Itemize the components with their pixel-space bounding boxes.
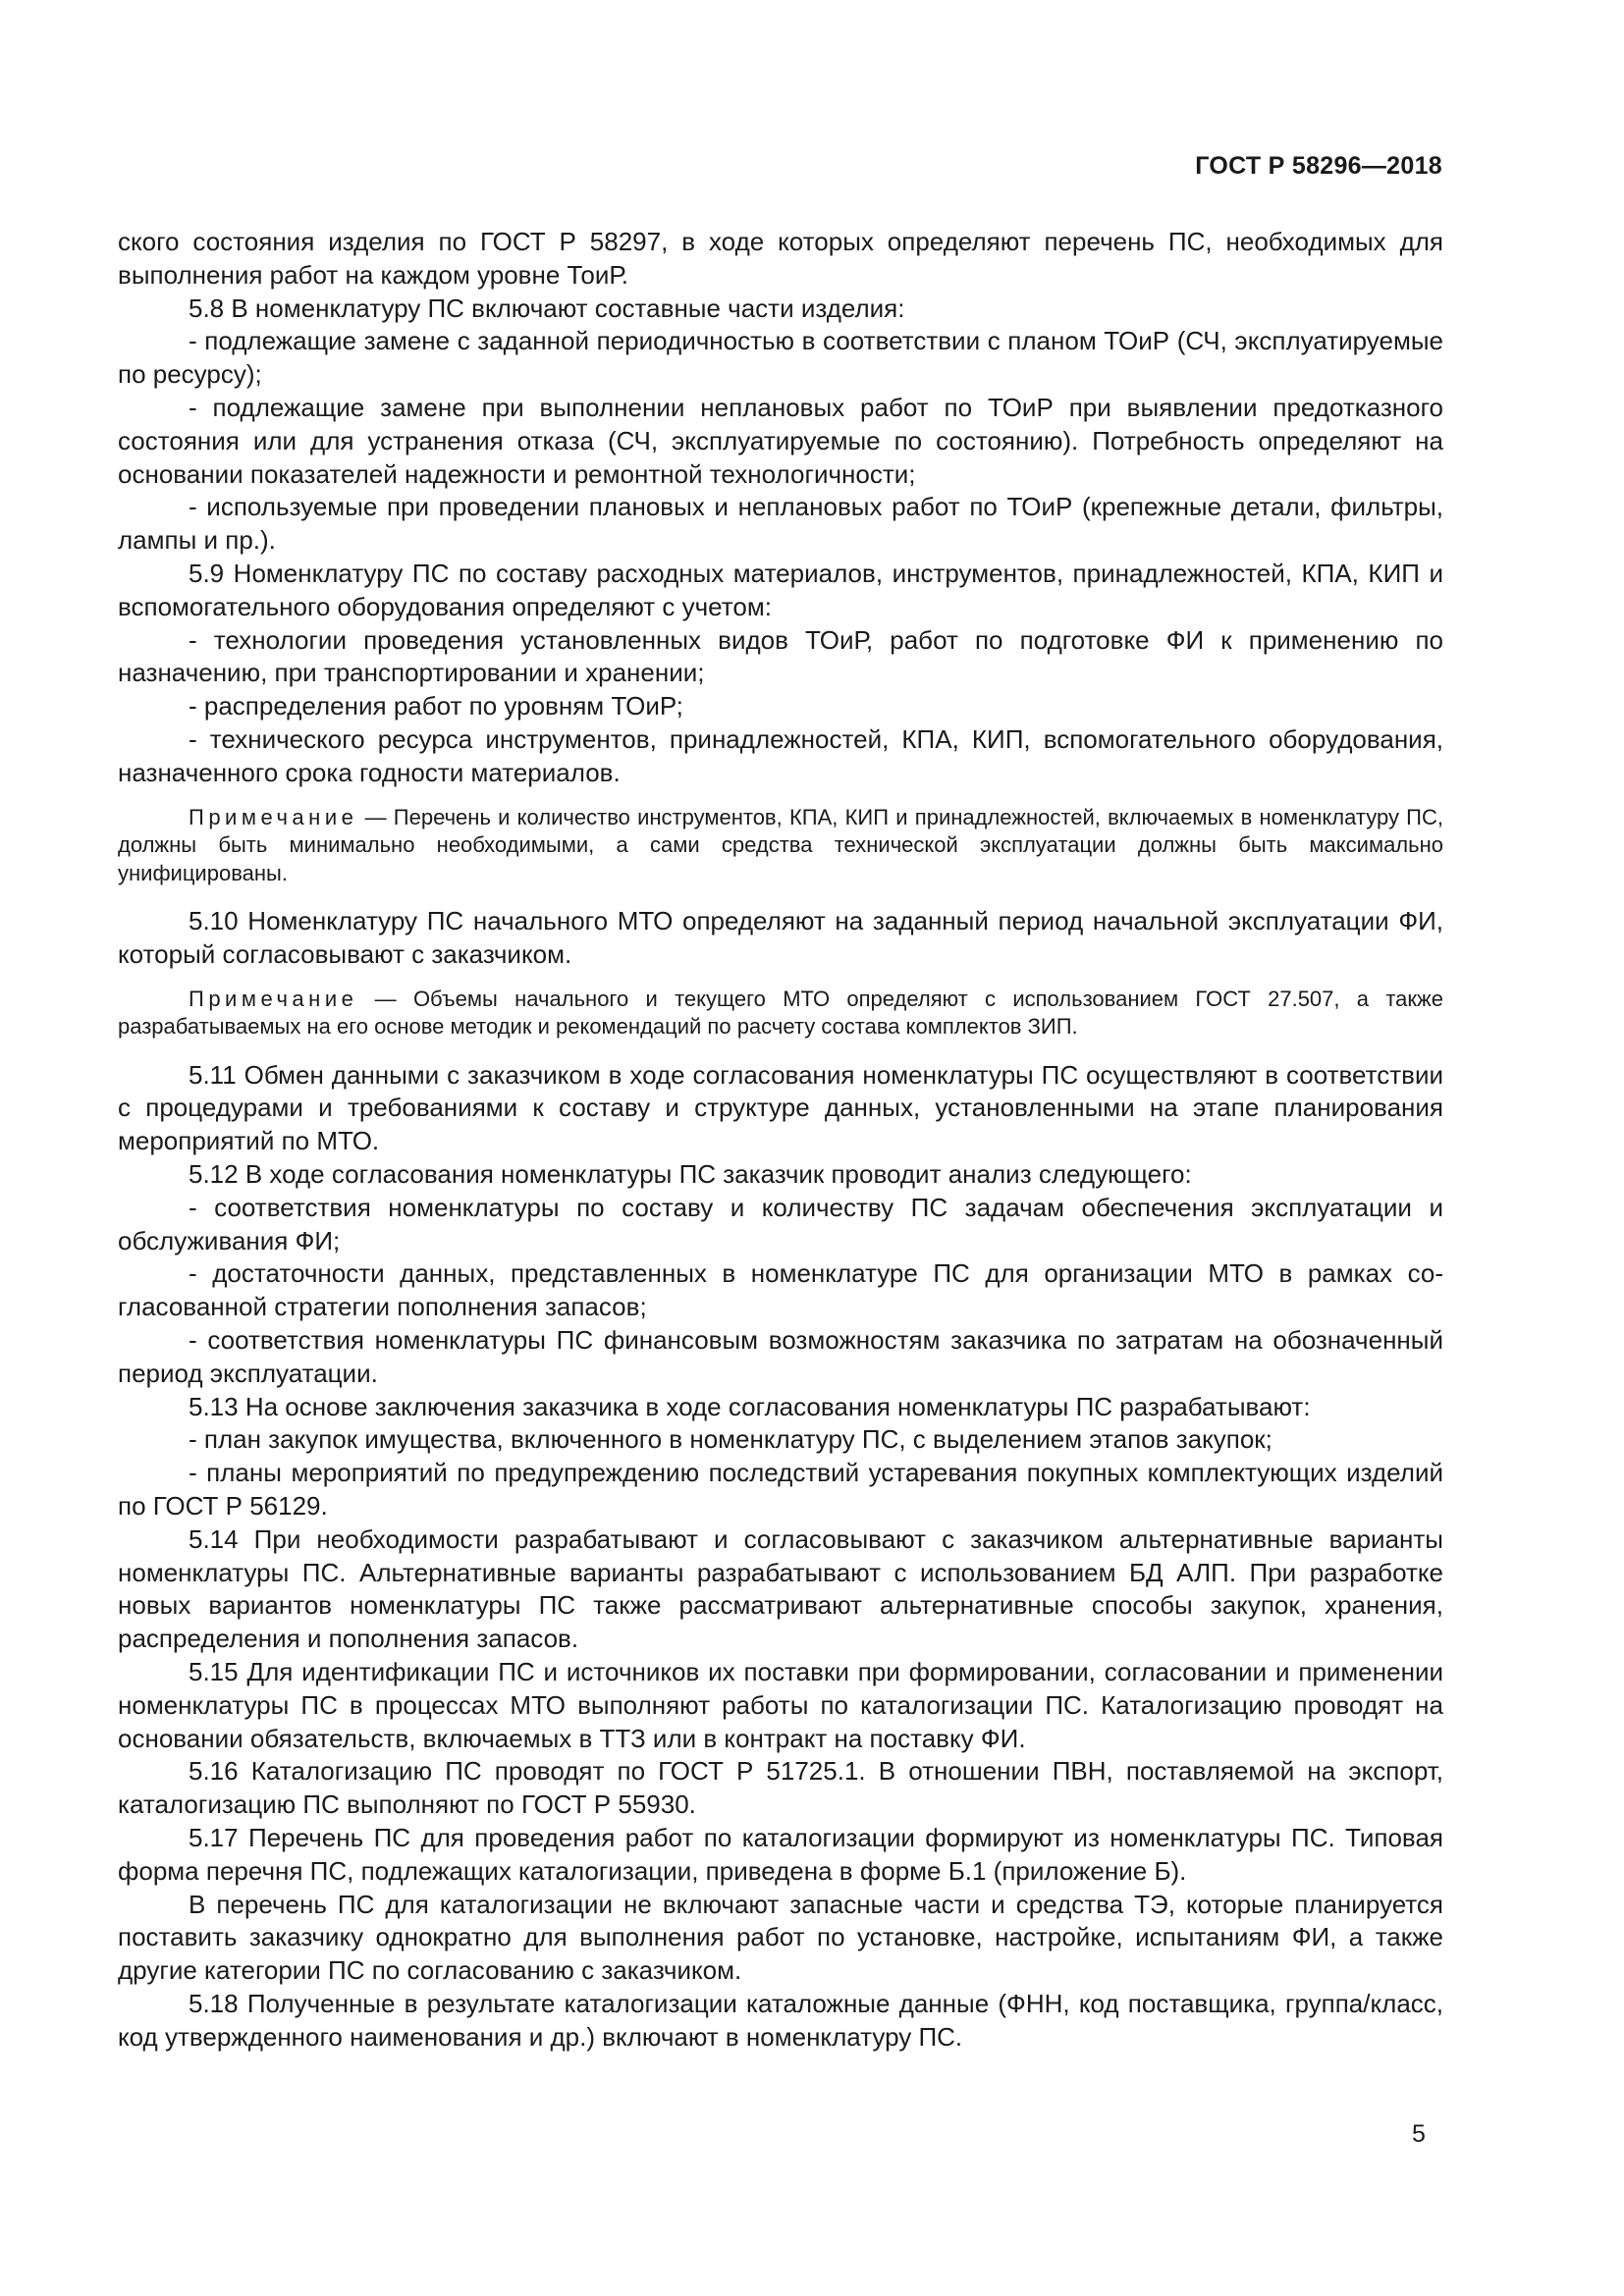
note-text: — Объемы начального и текущего МТО определяют с использованием ГОСТ 27.507, а также разрабатываемых на его основе методик и рекомендаций по расчету состава комплектов ЗИП. [118, 986, 1443, 1040]
list-item: - технологии проведения установленных видов ТОиР, работ по подготовке ФИ к применению по назначению, при транспортировании и хранении; [118, 624, 1443, 688]
body-paragraph: В перечень ПС для каталогизации не включают запасные части и средства ТЭ, которые планируется поставить заказчику однократно для выполнения работ по установке, настройке, испытаниям ФИ, а также другие категории ПС по согласованию с заказчиком. [118, 1889, 1443, 1986]
body-paragraph: 5.10 Номенклатуру ПС начального МТО определяют на заданный период начальной эксплуатации ФИ, который согласовывают с заказчиком. [118, 906, 1443, 969]
list-item: - соответствия номенклатуры по составу и количеству ПС задачам обеспечения эксплуатации и обслуживания ФИ; [118, 1192, 1443, 1255]
list-item: - подлежащие замене с заданной периодичностью в соответствии с планом ТОиР (СЧ, эксплуатируемые по ресурсу); [118, 326, 1443, 390]
list-item: - технического ресурса инструментов, принадлежностей, КПА, КИП, вспомогательного оборудования, назначенного срока годности материалов. [118, 723, 1443, 787]
body-paragraph: 5.18 Полученные в результате каталогизации каталожные данные (ФНН, код поставщика, группа/класс, код утвержденного наименования и др.) включают в номенклатуру ПС. [118, 1988, 1443, 2052]
page-number: 5 [1412, 2120, 1426, 2148]
body-paragraph: 5.8 В номенклатуру ПС включают составные части изделия: [189, 293, 905, 323]
body-paragraph: 5.14 При необходимости разрабатывают и согласовывают с заказчиком альтернативные варианты номенклатуры ПС. Альтернативные варианты разрабатывают с использованием БД АЛП. При разработке новых вариантов номенклатуры ПС также рассматривают альтернативные способы закупок, хранения, распределения и пополнения запасов. [118, 1523, 1443, 1654]
list-item: - соответствия номенклатуры ПС финансовым возможностям заказчика по затратам на обозначенный период эксплуатации. [118, 1325, 1443, 1388]
note-paragraph [118, 804, 1443, 888]
body-paragraph: ского состояния изделия по ГОСТ Р 58297, в ходе которых определяют перечень ПС, необходимых для выполнения работ на каждом уровне ТоиР. [118, 227, 1443, 290]
note-text: — Перечень и количество инструментов, КПА, КИП и принадлежностей, включаемых в номенклатуру ПС, должны быть минимально необходимыми, а сами средства технической эксплуатации должны быть максимально унифицированы. [118, 804, 1443, 885]
body-paragraph: 5.9 Номенклатуру ПС по составу расходных материалов, инструментов, принадлежностей, КПА, КИП и вспомогательного оборудования определяют с учетом: [118, 558, 1443, 621]
body-paragraph: 5.15 Для идентификации ПС и источников их поставки при формировании, согласовании и применении номенклатуры ПС в процессах МТО выполняют работы по каталогизации ПС. Каталогизацию проводят на основании обязательств, включаемых в ТТЗ или в контракт на поставку ФИ. [118, 1656, 1443, 1753]
body-paragraph: 5.12 В ходе согласования номенклатуры ПС заказчик проводит анализ следующего: [189, 1159, 1192, 1190]
body-paragraph: 5.17 Перечень ПС для проведения работ по каталогизации формируют из номенклатуры ПС. Типовая форма перечня ПС, подлежащих каталогизации, приведена в форме Б.1 (приложение Б). [118, 1822, 1443, 1886]
body-paragraph: 5.13 На основе заключения заказчика в ходе согласования номенклатуры ПС разрабатывают: [189, 1391, 1311, 1421]
document-body [118, 226, 1443, 2055]
note-label: Примечание [189, 986, 358, 1011]
list-item: - используемые при проведении плановых и неплановых работ по ТОиР (крепежные детали, фильтры, лампы и пр.). [118, 492, 1443, 556]
list-item: - достаточности данных, представленных в номенклатуре ПС для организации МТО в рамках согласованной стратегии пополнения запасов; [118, 1258, 1443, 1322]
list-item: - планы мероприятий по предупреждению последствий устаревания покупных комплектующих изделий по ГОСТ Р 56129. [118, 1458, 1443, 1521]
note-label: Примечание [189, 804, 358, 829]
list-item: - распределения работ по уровням ТОиР; [189, 691, 683, 721]
list-item: - подлежащие замене при выполнении неплановых работ по ТОиР при выявлении предотказного состояния или для устранения отказа (СЧ, эксплуатируемые по состоянию). Потребность определяют на основании показателей надежности и ремонтной технологичности; [118, 392, 1443, 489]
note-paragraph [118, 986, 1443, 1041]
body-paragraph: 5.11 Обмен данными с заказчиком в ходе согласования номенклатуры ПС осуществляют в соответствии с процедурами и требованиями к составу и структуре данных, установленными на этапе планирования мероприятий по МТО. [118, 1059, 1443, 1156]
body-paragraph: 5.16 Каталогизацию ПС проводят по ГОСТ Р 51725.1. В отношении ПВН, поставляемой на экспорт, каталогизацию ПС выполняют по ГОСТ Р 55930. [118, 1756, 1443, 1820]
document-designation: ГОСТ Р 58296—2018 [1195, 152, 1442, 180]
list-item: - план закупок имущества, включенного в номенклатуру ПС, с выделением этапов закупок; [189, 1424, 1272, 1455]
